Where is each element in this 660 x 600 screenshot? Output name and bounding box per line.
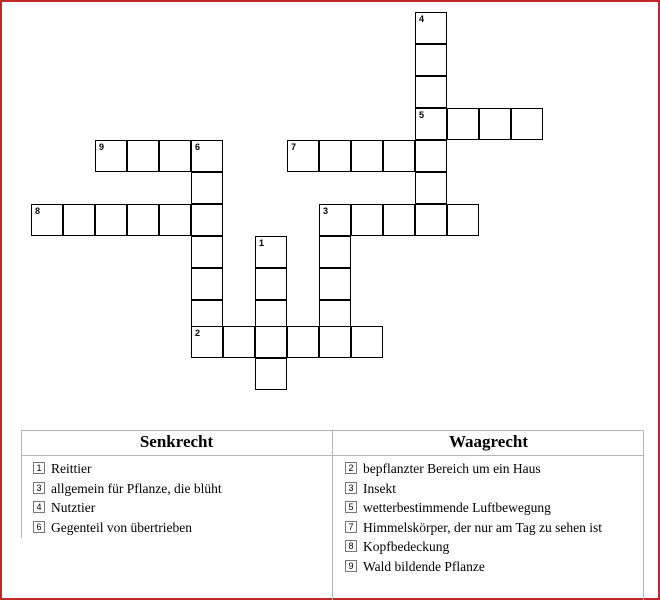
clue-item xyxy=(33,498,324,518)
grid-cell[interactable] xyxy=(351,204,383,236)
cell-number: 2 xyxy=(195,328,201,338)
clue-text: Reittier xyxy=(51,461,92,476)
down-clues-heading: Senkrecht xyxy=(139,432,214,451)
grid-cell[interactable] xyxy=(191,172,223,204)
clue-text: bepflanzter Bereich um ein Haus xyxy=(363,461,541,476)
clue-number: 5 xyxy=(345,501,357,513)
grid-cell[interactable] xyxy=(319,268,351,300)
cell-number: 3 xyxy=(323,206,329,216)
grid-cell[interactable] xyxy=(223,326,255,358)
cell-number: 4 xyxy=(419,14,425,24)
grid-cell[interactable] xyxy=(415,108,447,140)
grid-cell[interactable] xyxy=(191,204,223,236)
grid-cell[interactable] xyxy=(31,204,63,236)
clue-text: allgemein für Pflanze, die blüht xyxy=(51,480,222,496)
across-clues-heading: Waagrecht xyxy=(448,432,528,451)
across-clues-column xyxy=(333,430,644,600)
grid-cell[interactable] xyxy=(159,140,191,172)
grid-cell[interactable] xyxy=(191,140,223,172)
grid-cell[interactable] xyxy=(95,204,127,236)
grid-cell[interactable] xyxy=(383,204,415,236)
grid-cell[interactable] xyxy=(415,204,447,236)
grid-cell[interactable] xyxy=(319,140,351,172)
cell-number: 9 xyxy=(99,142,105,152)
grid-cell[interactable] xyxy=(511,108,543,140)
grid-cell[interactable] xyxy=(255,358,287,390)
cell-number: 5 xyxy=(419,110,425,120)
grid-cell[interactable] xyxy=(191,326,223,358)
clue-item xyxy=(345,557,636,577)
grid-cell[interactable] xyxy=(127,140,159,172)
grid-cell[interactable] xyxy=(415,76,447,108)
clue-text: Insekt xyxy=(363,480,396,496)
clue-item xyxy=(345,479,636,499)
clue-number: 8 xyxy=(345,540,357,552)
clue-number: 4 xyxy=(33,501,45,513)
grid-cell[interactable] xyxy=(415,140,447,172)
clue-number: 1 xyxy=(33,462,45,474)
grid-cell[interactable] xyxy=(255,236,287,268)
clue-text: Wald bildende Pflanze xyxy=(363,558,485,574)
clue-number: 6 xyxy=(33,521,45,533)
grid-cell[interactable] xyxy=(287,326,319,358)
clue-text: wetterbestimmende Luftbewegung xyxy=(363,500,551,515)
across-clue-list xyxy=(345,459,636,576)
clues-table xyxy=(21,430,644,600)
clue-item xyxy=(33,479,324,499)
grid-cell[interactable] xyxy=(415,12,447,44)
clue-number: 9 xyxy=(345,560,357,572)
grid-cell[interactable] xyxy=(351,140,383,172)
grid-cell[interactable] xyxy=(191,268,223,300)
down-clues-column xyxy=(21,430,332,600)
clue-item xyxy=(33,459,324,479)
grid-cell[interactable] xyxy=(95,140,127,172)
grid-cell[interactable] xyxy=(447,204,479,236)
grid-cell[interactable] xyxy=(319,236,351,268)
clue-item xyxy=(33,518,324,538)
clue-text: Kopfbedeckung xyxy=(363,539,450,554)
cell-number: 7 xyxy=(291,142,297,152)
clue-number: 7 xyxy=(345,521,357,533)
cell-number: 6 xyxy=(195,142,201,152)
cell-number: 1 xyxy=(259,238,265,248)
grid-cell[interactable] xyxy=(415,172,447,204)
grid-cell[interactable] xyxy=(63,204,95,236)
clue-number: 2 xyxy=(345,462,357,474)
grid-cell[interactable] xyxy=(255,326,287,358)
clue-item xyxy=(345,518,636,538)
clue-text: Nutztier xyxy=(51,500,96,515)
clue-text: Gegenteil von übertrieben xyxy=(51,519,192,535)
grid-cell[interactable] xyxy=(255,268,287,300)
grid-cell[interactable] xyxy=(127,204,159,236)
clue-number: 3 xyxy=(33,482,45,494)
clue-item xyxy=(345,459,636,479)
down-clue-list xyxy=(33,459,324,537)
clue-text: Himmelskörper, der nur am Tag zu sehen ist xyxy=(363,519,602,535)
grid-cell[interactable] xyxy=(479,108,511,140)
grid-cell[interactable] xyxy=(191,236,223,268)
clue-item xyxy=(345,498,636,518)
clue-number: 3 xyxy=(345,482,357,494)
grid-cell[interactable] xyxy=(415,44,447,76)
grid-cell[interactable] xyxy=(351,326,383,358)
grid-cell[interactable] xyxy=(447,108,479,140)
clue-item xyxy=(345,537,636,557)
grid-cell[interactable] xyxy=(287,140,319,172)
grid-cell[interactable] xyxy=(383,140,415,172)
grid-cell[interactable] xyxy=(319,326,351,358)
grid-cell[interactable] xyxy=(319,204,351,236)
grid-cell[interactable] xyxy=(159,204,191,236)
cell-number: 8 xyxy=(35,206,41,216)
